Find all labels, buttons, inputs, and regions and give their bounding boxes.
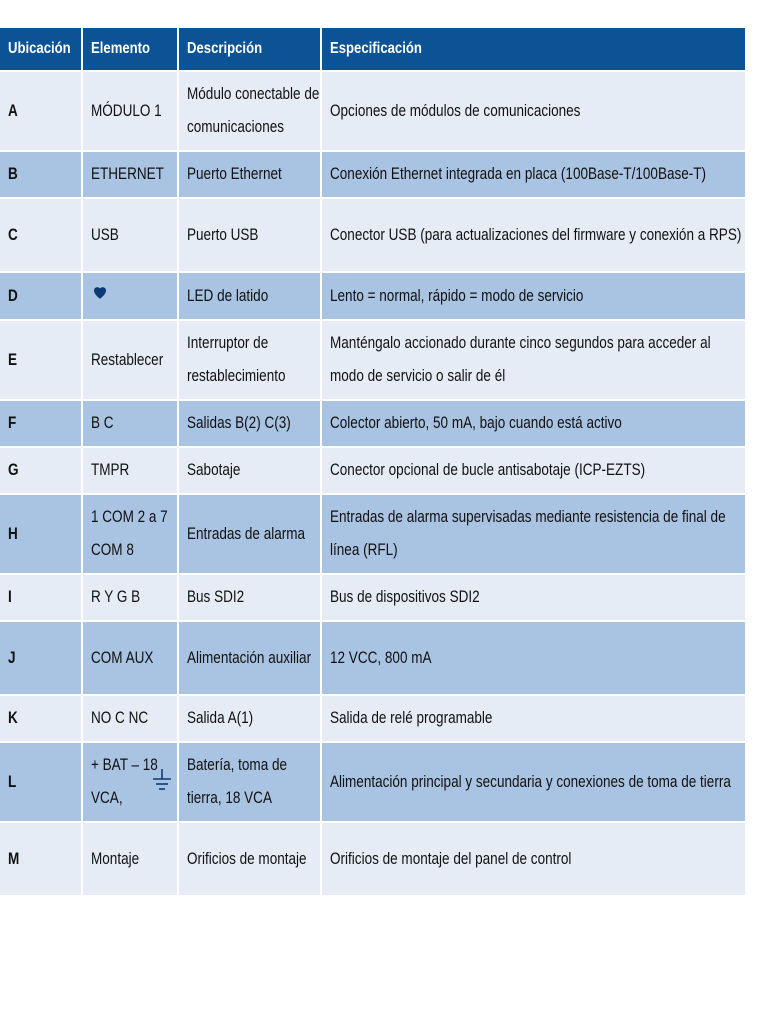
table-row <box>0 400 745 447</box>
cell-loc: E <box>0 320 82 400</box>
header-elemento: Elemento <box>82 28 178 71</box>
cell-spec: Manténgalo accionado durante cinco segundos para acceder al modo de servicio o salir de él <box>321 320 745 400</box>
table-row <box>0 695 745 742</box>
cell-desc: Salida A(1) <box>178 695 321 742</box>
cell-elem <box>82 272 178 320</box>
cell-desc: LED de latido <box>178 272 321 320</box>
spec-table-container <box>0 28 745 897</box>
cell-elem: MÓDULO 1 <box>82 71 178 151</box>
cell-loc: J <box>0 621 82 695</box>
cell-desc: Orificios de montaje <box>178 822 321 896</box>
cell-elem: COM AUX <box>82 621 178 695</box>
cell-desc: Salidas B(2) C(3) <box>178 400 321 447</box>
heart-icon <box>91 280 109 313</box>
cell-loc: B <box>0 151 82 198</box>
cell-elem: Restablecer <box>82 320 178 400</box>
cell-loc: C <box>0 198 82 272</box>
cell-loc: H <box>0 494 82 574</box>
cell-spec: Orificios de montaje del panel de control <box>321 822 745 896</box>
cell-desc: Puerto Ethernet <box>178 151 321 198</box>
header-ubicacion: Ubicación <box>0 28 82 71</box>
cell-elem: R Y G B <box>82 574 178 621</box>
cell-loc: L <box>0 742 82 822</box>
cell-loc: K <box>0 695 82 742</box>
cell-spec: Alimentación principal y secundaria y conexiones de toma de tierra <box>321 742 745 822</box>
cell-desc: Batería, toma de tierra, 18 VCA <box>178 742 321 822</box>
cell-elem: Montaje <box>82 822 178 896</box>
header-row <box>0 28 745 71</box>
table-row <box>0 320 745 400</box>
cell-loc: I <box>0 574 82 621</box>
header-descripcion: Descripción <box>178 28 321 71</box>
table-row <box>0 272 745 320</box>
cell-spec: Colector abierto, 50 mA, bajo cuando está activo <box>321 400 745 447</box>
cell-spec: Conector opcional de bucle antisabotaje (ICP-EZTS) <box>321 447 745 494</box>
cell-desc: Interruptor de restablecimiento <box>178 320 321 400</box>
cell-spec: Conector USB (para actualizaciones del firmware y conexión a RPS) <box>321 198 745 272</box>
cell-elem: 1 COM 2 a 7 COM 8 <box>82 494 178 574</box>
table-row <box>0 198 745 272</box>
table-row <box>0 742 745 822</box>
cell-elem: ETHERNET <box>82 151 178 198</box>
cell-spec: Salida de relé programable <box>321 695 745 742</box>
cell-desc: Sabotaje <box>178 447 321 494</box>
cell-desc: Puerto USB <box>178 198 321 272</box>
cell-elem: TMPR <box>82 447 178 494</box>
cell-elem: B C <box>82 400 178 447</box>
cell-desc: Alimentación auxiliar <box>178 621 321 695</box>
table-row <box>0 621 745 695</box>
table-row <box>0 151 745 198</box>
cell-elem: NO C NC <box>82 695 178 742</box>
cell-spec: Entradas de alarma supervisadas mediante resistencia de final de línea (RFL) <box>321 494 745 574</box>
cell-elem: + BAT – 18 VCA, <box>82 742 178 822</box>
table-row <box>0 494 745 574</box>
table-row <box>0 822 745 896</box>
table-row <box>0 71 745 151</box>
cell-desc: Entradas de alarma <box>178 494 321 574</box>
cell-loc: D <box>0 272 82 320</box>
spec-table <box>0 28 745 897</box>
cell-loc: M <box>0 822 82 896</box>
cell-spec: Opciones de módulos de comunicaciones <box>321 71 745 151</box>
ground-icon <box>151 769 173 805</box>
cell-loc: F <box>0 400 82 447</box>
cell-desc: Bus SDI2 <box>178 574 321 621</box>
header-especificacion: Especificación <box>321 28 745 71</box>
cell-elem: USB <box>82 198 178 272</box>
cell-desc: Módulo conectable de comunicaciones <box>178 71 321 151</box>
cell-spec: Bus de dispositivos SDI2 <box>321 574 745 621</box>
cell-spec: 12 VCC, 800 mA <box>321 621 745 695</box>
table-row <box>0 574 745 621</box>
cell-loc: A <box>0 71 82 151</box>
cell-loc: G <box>0 447 82 494</box>
cell-spec: Lento = normal, rápido = modo de servicio <box>321 272 745 320</box>
cell-spec: Conexión Ethernet integrada en placa (100Base-T/100Base-T) <box>321 151 745 198</box>
table-row <box>0 447 745 494</box>
